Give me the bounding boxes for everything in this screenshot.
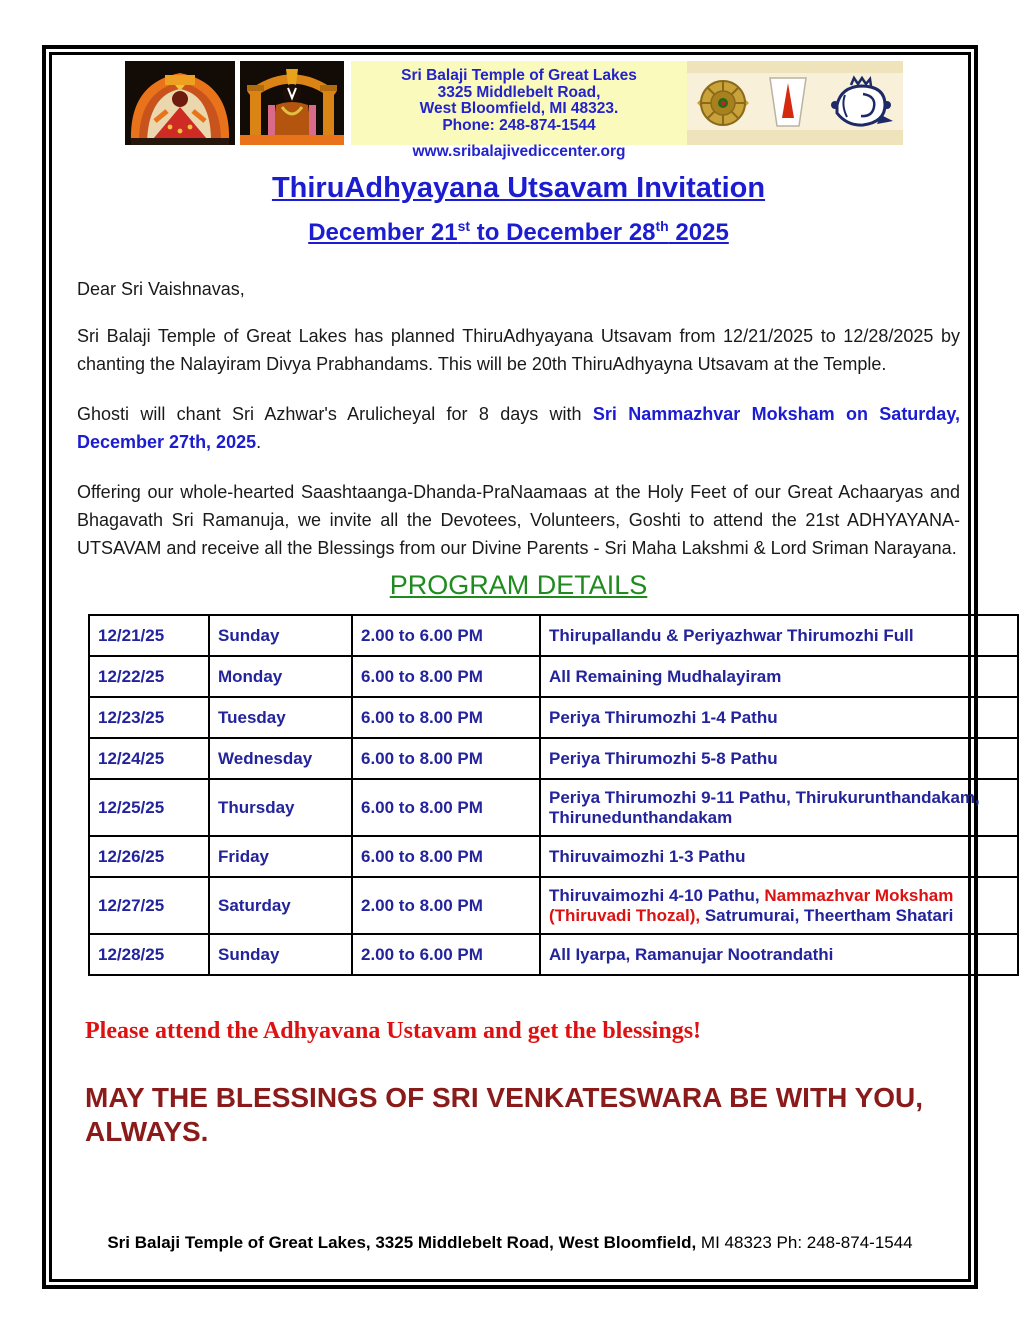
attend-message: Please attend the Adhyavana Ustavam and get the blessings! <box>85 1018 702 1044</box>
page-border-inner <box>49 52 980 1282</box>
footer-address <box>52 1233 968 1253</box>
goddess-padmavathi-image <box>125 61 235 145</box>
table-row <box>89 697 1018 738</box>
program-date: 12/22/25 <box>89 656 209 697</box>
program-time: 6.00 to 8.00 PM <box>352 836 540 877</box>
event-date-range <box>77 218 960 247</box>
date-text: December 21 <box>308 219 458 246</box>
program-date: 12/24/25 <box>89 738 209 779</box>
namam-icon <box>767 76 809 130</box>
blessing-line: ALWAYS. <box>85 1116 209 1147</box>
program-description: Thirupallandu & Periyazhwar Thirumozhi Full <box>540 615 1018 656</box>
temple-address-line2: West Bloomfield, MI 48323. <box>419 100 619 117</box>
program-date: 12/27/25 <box>89 877 209 934</box>
program-day: Saturday <box>209 877 352 934</box>
moksham-red-text: Nammazhvar Moksham (Thiruvadi Thozal), <box>549 885 954 925</box>
program-text: Thiruvaimozhi 4-10 Pathu, <box>549 885 765 905</box>
page-title: ThiruAdhyayana Utsavam Invitation <box>271 172 766 204</box>
conch-icon <box>825 75 895 131</box>
paragraph-text: . <box>256 432 262 452</box>
footer-regular-text: MI 48323 Ph: 248-874-1544 <box>696 1233 913 1252</box>
lord-venkateswara-image <box>240 61 344 145</box>
program-date: 12/25/25 <box>89 779 209 836</box>
program-text: Satrumurai, Theertham Shatari <box>700 905 954 925</box>
program-date: 12/23/25 <box>89 697 209 738</box>
program-time: 2.00 to 8.00 PM <box>352 877 540 934</box>
program-date: 12/28/25 <box>89 934 209 975</box>
program-details-heading: PROGRAM DETAILS <box>389 570 648 600</box>
blessing-line: MAY THE BLESSINGS OF SRI VENKATESWARA BE WITH YOU, <box>85 1082 924 1113</box>
program-description: All Remaining Mudhalayiram <box>540 656 1018 697</box>
table-row <box>89 934 1018 975</box>
program-day: Thursday <box>209 779 352 836</box>
table-row <box>89 615 1018 656</box>
vaishnava-symbols-block <box>687 61 903 145</box>
temple-name: Sri Balaji Temple of Great Lakes <box>401 67 637 84</box>
salutation: Dear Sri Vaishnavas, <box>77 279 245 299</box>
deity-images <box>125 61 351 145</box>
paragraph-invitation: Offering our whole-hearted Saashtaanga-Dhanda-PraNaamaas at the Holy Feet of our Great Achaaryas and Bhagavath Sri Ramanuja, we invite all the Devotees, Volunteers, Goshti to attend the 21st ADHYAYANA-UTSAVAM and receive all the Blessings from our Divine Parents - Sri Maha Lakshmi & Lord Sriman Narayana. <box>77 482 960 558</box>
temple-phone: Phone: 248-874-1544 <box>442 116 596 134</box>
program-time: 2.00 to 6.00 PM <box>352 934 540 975</box>
program-time: 6.00 to 8.00 PM <box>352 656 540 697</box>
temple-website: www.sribalajivediccenter.org <box>412 143 626 160</box>
program-day: Tuesday <box>209 697 352 738</box>
temple-banner <box>125 61 903 160</box>
moksham-highlight: Sri Nammazhvar Moksham on Saturday, December 27th, 2025 <box>77 404 960 452</box>
program-day: Sunday <box>209 615 352 656</box>
program-date: 12/26/25 <box>89 836 209 877</box>
program-schedule-table <box>88 614 1019 976</box>
program-description: Periya Thirumozhi 1-4 Pathu <box>540 697 1018 738</box>
paragraph-ghosti <box>77 400 960 456</box>
program-description: All Iyarpa, Ramanujar Nootrandathi <box>540 934 1018 975</box>
program-time: 6.00 to 8.00 PM <box>352 697 540 738</box>
table-row <box>89 738 1018 779</box>
date-text: to December 28 <box>470 219 656 246</box>
program-day: Friday <box>209 836 352 877</box>
paragraph-text: Ghosti will chant Sri Azhwar's Arulicheyal for 8 days with <box>77 404 593 424</box>
table-row <box>89 656 1018 697</box>
ordinal-suffix: th <box>655 218 669 234</box>
table-row <box>89 836 1018 877</box>
page-border-outer <box>42 45 978 1289</box>
program-day: Sunday <box>209 934 352 975</box>
program-description: Periya Thirumozhi 5-8 Pathu <box>540 738 1018 779</box>
program-description: Thiruvaimozhi 1-3 Pathu <box>540 836 1018 877</box>
ordinal-suffix: st <box>457 218 471 234</box>
program-time: 6.00 to 8.00 PM <box>352 779 540 836</box>
temple-info-block <box>351 61 687 160</box>
program-date: 12/21/25 <box>89 615 209 656</box>
table-row <box>89 877 1018 934</box>
blessing-message <box>85 1081 960 1149</box>
date-text: 2025 <box>668 219 729 246</box>
table-row <box>89 779 1018 836</box>
temple-address-line1: 3325 Middlebelt Road, <box>437 83 601 101</box>
program-description <box>540 877 1018 934</box>
program-description: Periya Thirumozhi 9-11 Pathu, Thirukurunthandakam, Thirunedunthandakam <box>540 779 1018 836</box>
chakra-icon <box>695 75 751 131</box>
program-day: Wednesday <box>209 738 352 779</box>
paragraph-event-overview: Sri Balaji Temple of Great Lakes has planned ThiruAdhyayana Utsavam from 12/21/2025 to 12/28/2025 by chanting the Nalayiram Divya Prabhandams. This will be 20th ThiruAdhyayna Utsavam at the Temple. <box>77 326 960 374</box>
footer-bold-text: Sri Balaji Temple of Great Lakes, 3325 Middlebelt Road, West Bloomfield, <box>107 1233 697 1252</box>
program-time: 6.00 to 8.00 PM <box>352 738 540 779</box>
program-time: 2.00 to 6.00 PM <box>352 615 540 656</box>
program-day: Monday <box>209 656 352 697</box>
